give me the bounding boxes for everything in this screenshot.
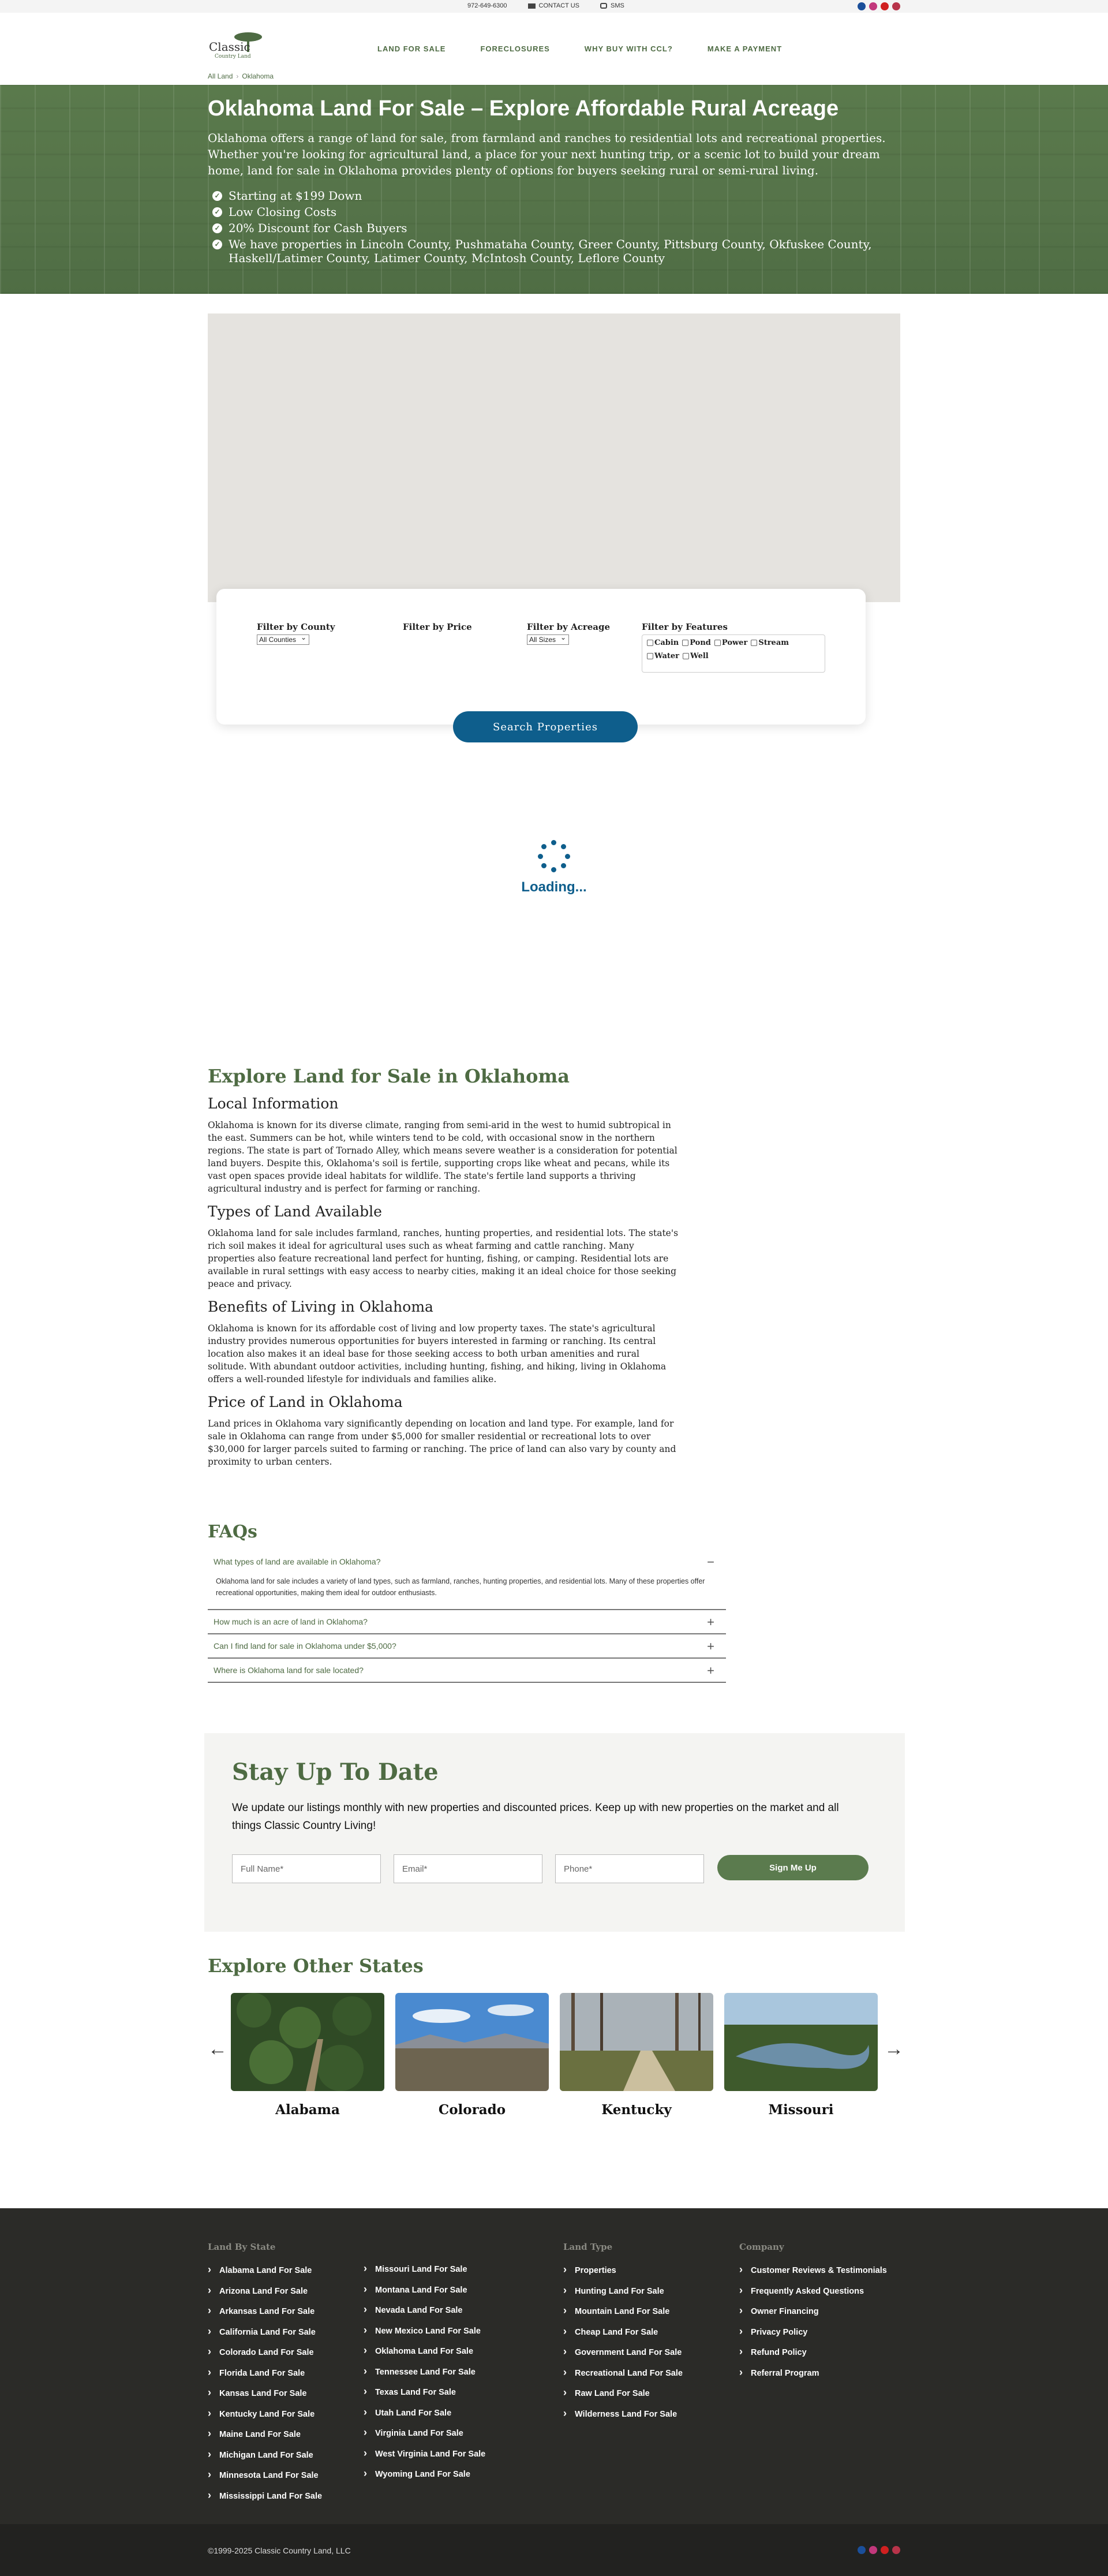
state-card-missouri[interactable] bbox=[724, 1993, 878, 2118]
state-name: Missouri bbox=[768, 2102, 834, 2118]
plus-icon[interactable]: + bbox=[707, 1663, 714, 1678]
footer-link[interactable]: › Recreational Land For Sale bbox=[563, 2363, 683, 2384]
contact-label: CONTACT US bbox=[538, 2, 580, 9]
feature-cabin-checkbox[interactable]: Cabin bbox=[647, 639, 679, 647]
colorado-photo bbox=[395, 1993, 549, 2091]
faq-question[interactable]: Can I find land for sale in Oklahoma under $5,000? bbox=[214, 1641, 396, 1651]
footer-link[interactable]: › Properties bbox=[563, 2260, 683, 2281]
footer-link[interactable]: › Arkansas Land For Sale bbox=[208, 2301, 322, 2322]
check-icon: ✓ bbox=[212, 223, 222, 233]
footer-link[interactable]: › New Mexico Land For Sale bbox=[364, 2321, 485, 2342]
sms-link[interactable] bbox=[600, 2, 624, 9]
kentucky-photo bbox=[560, 1993, 713, 2091]
nav-foreclosures[interactable]: FORECLOSURES bbox=[480, 44, 550, 53]
footer-link[interactable]: › Customer Reviews & Testimonials bbox=[739, 2260, 887, 2281]
footer-link[interactable]: › Wilderness Land For Sale bbox=[563, 2404, 683, 2425]
youtube-icon[interactable] bbox=[881, 2546, 889, 2554]
classic-country-land-logo[interactable] bbox=[208, 30, 265, 62]
acreage-select[interactable]: All Sizes ⌄ bbox=[527, 634, 569, 645]
nav-land-for-sale[interactable]: LAND FOR SALE bbox=[377, 44, 446, 53]
faq-item[interactable] bbox=[208, 1610, 726, 1634]
sign-me-up-button[interactable]: Sign Me Up bbox=[717, 1855, 869, 1880]
missouri-photo bbox=[724, 1993, 878, 2091]
arrow-left-icon[interactable]: ← bbox=[208, 2038, 227, 2060]
newsletter-heading: Stay Up To Date bbox=[232, 1759, 439, 1786]
footer-link[interactable]: › Referral Program bbox=[739, 2363, 887, 2384]
section-body: Oklahoma is known for its diverse climate, ranging from semi-arid in the west to humid subtropical in the east. Summers can be hot, while winters tend to be cold, with occasional snow in the northern regions. The state is part of Tornado Alley, which means severe weather is a consideration for potential land buyers. Despite this, Oklahoma's soil is fertile, supporting crops like wheat and pecans, while its vast open spaces provide ideal habitats for wildlife. The state's fertile land supports a thriving agricultural industry and is perfect for farming or ranching. bbox=[208, 1120, 677, 1194]
footer-link[interactable]: › Nevada Land For Sale bbox=[364, 2300, 485, 2321]
state-card-colorado[interactable] bbox=[395, 1993, 549, 2118]
footer-link[interactable]: › Cheap Land For Sale bbox=[563, 2322, 683, 2343]
footer-link[interactable]: › Oklahoma Land For Sale bbox=[364, 2341, 485, 2362]
hero-intro: Oklahoma offers a range of land for sale, from farmland and ranches to residential lots and recreational properties. Whether you're looking for agricultural land, a place for your next hunting trip, or a scenic lot to build your dream home, land for sale in Oklahoma provides plenty of options for buyers seeking rural or semi-rural living. bbox=[208, 131, 886, 177]
sms-label: SMS bbox=[611, 2, 624, 9]
search-properties-button[interactable]: Search Properties bbox=[453, 711, 638, 742]
footer-link[interactable]: › Montana Land For Sale bbox=[364, 2280, 485, 2301]
pinterest-icon[interactable] bbox=[892, 2, 900, 10]
seo-content bbox=[208, 1065, 681, 1468]
state-name: Colorado bbox=[438, 2102, 506, 2118]
footer-by-state-2 bbox=[364, 2259, 485, 2485]
page-title: Oklahoma Land For Sale – Explore Affordable Rural Acreage bbox=[208, 96, 839, 121]
state-card-kentucky[interactable] bbox=[560, 1993, 713, 2118]
feature-power-checkbox[interactable]: Power bbox=[714, 639, 747, 647]
faq-heading: FAQs bbox=[208, 1522, 257, 1542]
faq-item[interactable] bbox=[208, 1634, 726, 1659]
footer-link[interactable]: › Texas Land For Sale bbox=[364, 2382, 485, 2403]
footer-link[interactable]: › Owner Financing bbox=[739, 2301, 887, 2322]
breadcrumb-current: Oklahoma bbox=[242, 72, 274, 80]
footer-link[interactable]: › Florida Land For Sale bbox=[208, 2363, 322, 2384]
footer-link[interactable]: › Virginia Land For Sale bbox=[364, 2423, 485, 2444]
phone-link[interactable]: 972-649-6300 bbox=[467, 2, 507, 9]
footer-link[interactable]: › Alabama Land For Sale bbox=[208, 2260, 322, 2281]
section-title: Local Information bbox=[208, 1095, 339, 1112]
arrow-right-icon[interactable]: → bbox=[884, 2038, 904, 2060]
minus-icon[interactable]: − bbox=[707, 1555, 714, 1569]
other-states-heading: Explore Other States bbox=[208, 1955, 424, 1977]
footer-link[interactable]: › Maine Land For Sale bbox=[208, 2424, 322, 2445]
site-footer bbox=[0, 2208, 1108, 2524]
faq-item[interactable] bbox=[208, 1550, 726, 1610]
email-input[interactable]: Email* bbox=[394, 1854, 542, 1883]
property-map[interactable] bbox=[208, 313, 900, 602]
footer-link[interactable]: › Hunting Land For Sale bbox=[563, 2281, 683, 2302]
mail-icon bbox=[528, 3, 536, 9]
benefit-item: ✓ Starting at $199 Down bbox=[212, 186, 876, 203]
breadcrumb: All Land › Oklahoma bbox=[208, 72, 274, 80]
footer-link[interactable]: › Frequently Asked Questions bbox=[739, 2281, 887, 2302]
benefit-item: ✓ We have properties in Lincoln County, Pushmataha County, Greer County, Pittsburg County, Okfuskee County, Haskell/Latimer County, Latimer County, McIntosh County, Leflore County bbox=[212, 235, 876, 265]
phone-input[interactable]: Phone* bbox=[555, 1854, 704, 1883]
full-name-input[interactable]: Full Name* bbox=[232, 1854, 381, 1883]
check-icon: ✓ bbox=[212, 207, 222, 217]
hero-banner bbox=[0, 85, 1108, 294]
footer-link[interactable]: › Kentucky Land For Sale bbox=[208, 2404, 322, 2425]
filter-panel bbox=[216, 589, 866, 725]
state-name: Alabama bbox=[275, 2102, 340, 2118]
price-filter-label: Filter by Price bbox=[403, 622, 472, 632]
spinner-icon bbox=[538, 840, 570, 872]
footer-link[interactable]: › Wyoming Land For Sale bbox=[364, 2464, 485, 2485]
plus-icon[interactable]: + bbox=[707, 1615, 714, 1629]
loading-indicator bbox=[0, 840, 1108, 895]
content-heading: Explore Land for Sale in Oklahoma bbox=[208, 1065, 570, 1087]
footer-link[interactable]: › Tennessee Land For Sale bbox=[364, 2362, 485, 2383]
footer-company bbox=[739, 2242, 887, 2383]
facebook-icon[interactable] bbox=[858, 2, 866, 10]
feature-well-checkbox[interactable]: Well bbox=[683, 652, 709, 660]
footer-link[interactable]: › West Virginia Land For Sale bbox=[364, 2444, 485, 2465]
faq-item[interactable] bbox=[208, 1659, 726, 1683]
plus-icon[interactable]: + bbox=[707, 1639, 714, 1653]
hero-benefits-list bbox=[212, 186, 876, 265]
footer-by-state bbox=[208, 2242, 322, 2506]
footer-link[interactable]: › Minnesota Land For Sale bbox=[208, 2465, 322, 2486]
footer-land-type bbox=[563, 2242, 683, 2424]
main-nav bbox=[377, 44, 817, 53]
feature-water-checkbox[interactable]: Water bbox=[647, 652, 679, 660]
sms-icon bbox=[600, 3, 607, 9]
instagram-icon[interactable] bbox=[869, 2546, 877, 2554]
section-body: Oklahoma is known for its affordable cost of living and low property taxes. The state's agricultural industry provides numerous opportunities for buyers interested in farming or ranching. Its central location also makes it an ideal base for those seeking access to both urban amenities and rural solitude. With abundant outdoor activities, including hunting, fishing, and hiking, living in Oklahoma offers a well-rounded lifestyle for individuals and families alike. bbox=[208, 1323, 667, 1384]
newsletter-body: We update our listings monthly with new properties and discounted prices. Keep up with new properties on the market and all things Classic Country Living! bbox=[232, 1802, 839, 1832]
footer-bottom-bar bbox=[0, 2524, 1108, 2576]
faq-question[interactable]: How much is an acre of land in Oklahoma? bbox=[214, 1617, 368, 1626]
footer-link[interactable]: › Arizona Land For Sale bbox=[208, 2281, 322, 2302]
faq-question[interactable]: Where is Oklahoma land for sale located? bbox=[214, 1666, 364, 1675]
feature-pond-checkbox[interactable]: Pond bbox=[682, 639, 711, 647]
copyright: ©1999-2025 Classic Country Land, LLC bbox=[208, 2546, 351, 2555]
section-body: Oklahoma land for sale includes farmland, ranches, hunting properties, and residential lots. The state's rich soil makes it ideal for agricultural uses such as wheat farming and cattle ranching. Many properties also feature recreational land perfect for hunting, fishing, or camping. Residential lots are available in rural settings with easy access to nearby cities, making it an ideal choice for those seeking peace and privacy. bbox=[208, 1228, 679, 1289]
footer-link[interactable]: › Privacy Policy bbox=[739, 2322, 887, 2343]
top-bar bbox=[0, 0, 1108, 13]
footer-link[interactable]: › Refund Policy bbox=[739, 2342, 887, 2363]
contact-link[interactable] bbox=[528, 2, 580, 9]
county-filter bbox=[257, 622, 335, 645]
footer-link[interactable]: › California Land For Sale bbox=[208, 2322, 322, 2343]
footer-heading: Company bbox=[739, 2242, 784, 2252]
pinterest-icon[interactable] bbox=[892, 2546, 900, 2554]
features-filter bbox=[642, 622, 825, 673]
section-body: Land prices in Oklahoma vary significantly depending on location and land type. For example, land for sale in Oklahoma can range from under $5,000 for smaller residential or recreational lots to over $30,000 for larger parcels suited to farming or ranching. The price of land can also vary by county and proximity to urban centers. bbox=[208, 1418, 676, 1467]
svg-text:Country Land: Country Land bbox=[215, 54, 251, 59]
acreage-filter bbox=[527, 622, 610, 645]
section-title: Benefits of Living in Oklahoma bbox=[208, 1298, 433, 1315]
footer-link[interactable]: › Government Land For Sale bbox=[563, 2342, 683, 2363]
state-name: Kentucky bbox=[601, 2102, 672, 2118]
faq-question[interactable]: What types of land are available in Oklahoma? bbox=[214, 1557, 381, 1566]
footer-link[interactable]: › Mississippi Land For Sale bbox=[208, 2486, 322, 2507]
price-filter bbox=[403, 622, 472, 634]
footer-link[interactable]: › Raw Land For Sale bbox=[563, 2383, 683, 2404]
state-card-alabama[interactable] bbox=[231, 1993, 384, 2118]
footer-heading: Land Type bbox=[563, 2242, 613, 2252]
features-filter-label: Filter by Features bbox=[642, 622, 728, 632]
check-icon: ✓ bbox=[212, 240, 222, 249]
section-title: Price of Land in Oklahoma bbox=[208, 1394, 403, 1410]
faq-answer: Oklahoma land for sale includes a variety of land types, such as farmland, ranches, hunting properties, and residential lots. Many of these properties offer recreational opportunities, making them ideal for outdoor enthusiasts. bbox=[216, 1577, 705, 1597]
loading-text: Loading... bbox=[521, 879, 587, 895]
county-select[interactable]: All Counties ⌄ bbox=[257, 634, 309, 645]
footer-link[interactable]: › Michigan Land For Sale bbox=[208, 2445, 322, 2466]
features-box bbox=[642, 634, 825, 673]
benefit-item: ✓ 20% Discount for Cash Buyers bbox=[212, 219, 876, 235]
nav-make-payment[interactable]: MAKE A PAYMENT bbox=[707, 44, 783, 53]
footer-heading: Land By State bbox=[208, 2242, 276, 2252]
breadcrumb-all-land[interactable]: All Land bbox=[208, 72, 233, 80]
footer-link[interactable]: › Missouri Land For Sale bbox=[364, 2259, 485, 2280]
site-header bbox=[0, 13, 1108, 85]
benefit-item: ✓ Low Closing Costs bbox=[212, 203, 876, 219]
newsletter-section bbox=[204, 1733, 905, 1932]
youtube-icon[interactable] bbox=[881, 2, 889, 10]
footer-link[interactable]: › Mountain Land For Sale bbox=[563, 2301, 683, 2322]
faq-section bbox=[208, 1522, 726, 1683]
acreage-filter-label: Filter by Acreage bbox=[527, 622, 611, 632]
instagram-icon[interactable] bbox=[869, 2, 877, 10]
feature-stream-checkbox[interactable]: Stream bbox=[751, 639, 789, 647]
facebook-icon[interactable] bbox=[858, 2546, 866, 2554]
check-icon: ✓ bbox=[212, 191, 222, 201]
svg-text:Classic: Classic bbox=[209, 40, 250, 54]
footer-link[interactable]: › Utah Land For Sale bbox=[364, 2403, 485, 2424]
county-filter-label: Filter by County bbox=[257, 622, 335, 632]
section-title: Types of Land Available bbox=[208, 1203, 382, 1220]
alabama-photo bbox=[231, 1993, 384, 2091]
footer-link[interactable]: › Kansas Land For Sale bbox=[208, 2383, 322, 2404]
nav-why-buy[interactable]: WHY BUY WITH CCL? bbox=[584, 44, 673, 53]
footer-link[interactable]: › Colorado Land For Sale bbox=[208, 2342, 322, 2363]
